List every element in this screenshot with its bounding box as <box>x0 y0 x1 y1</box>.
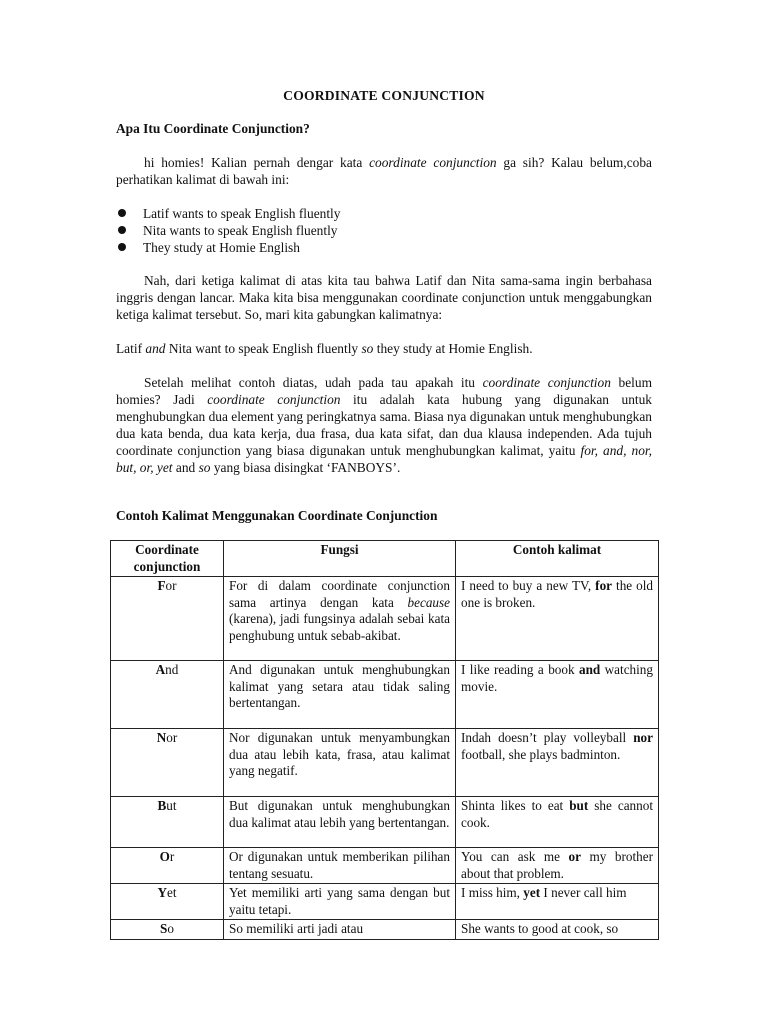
table-row <box>111 729 659 797</box>
list-item <box>116 239 340 256</box>
combined-example-sentence <box>116 340 652 357</box>
function-text: Or digunakan untuk memberikan pilihan tentang sesuatu. <box>229 849 450 881</box>
intro-term: coordinate conjunction <box>369 155 497 170</box>
example-text-end: I never call him <box>540 885 627 900</box>
conjunction-cell <box>111 797 224 848</box>
example-cell <box>456 920 659 940</box>
example-text: I miss him, <box>461 885 524 900</box>
function-text: Yet memiliki arti yang sama dengan but yaitu tetapi. <box>229 885 450 917</box>
example-text: Indah doesn’t play volleyball <box>461 730 634 745</box>
list-item-text: They study at Homie English <box>143 240 300 255</box>
function-cell <box>224 577 456 661</box>
example-text-end: the old one is broken. <box>461 578 653 610</box>
example-conjunction: or <box>568 849 581 864</box>
example-text-end: football, she plays badminton. <box>461 746 621 762</box>
function-text: For di dalam coordinate conjunction sama artinya dengan kata <box>229 578 450 610</box>
intro-text: hi homies! Kalian pernah dengar kata <box>144 155 370 170</box>
conjunction-rest: nd <box>165 662 179 677</box>
conjunction-cell <box>111 729 224 797</box>
conjunction-initial: O <box>159 849 170 864</box>
list-item-text: Nita wants to speak English fluently <box>143 223 338 238</box>
conjunction-cell <box>111 661 224 729</box>
conjunction-rest: ut <box>166 798 177 813</box>
intro-text-end: ga sih? Kalau belum,coba perhatikan kalimat di bawah ini: <box>116 155 652 187</box>
example-cell <box>456 848 659 884</box>
section-heading-what-is: Apa Itu Coordinate Conjunction? <box>116 121 310 136</box>
example-text: Nita want to speak English fluently <box>165 341 362 356</box>
conjunction-rest: or <box>165 578 177 593</box>
example-conjunction: for <box>595 578 613 593</box>
table-body <box>111 577 659 940</box>
function-cell <box>224 920 456 940</box>
conjunction-rest: o <box>167 921 174 936</box>
intro-paragraph <box>116 154 652 188</box>
definition-text: and <box>172 460 199 475</box>
function-cell <box>224 797 456 848</box>
example-text: She wants to good at cook, so <box>461 921 619 936</box>
conjunction-initial: Y <box>157 885 167 900</box>
example-cell <box>456 577 659 661</box>
function-text: And digunakan untuk menghubungkan kalimat yang setara atau tidak saling bertentangan. <box>229 662 450 710</box>
table-row <box>111 884 659 920</box>
conjunction-rest: or <box>166 730 178 745</box>
conjunction-cell <box>111 577 224 661</box>
example-text: I like reading a book <box>461 662 579 677</box>
fanboys-so: so <box>198 460 211 475</box>
function-text: Nor digunakan untuk menyambungkan dua atau lebih kata, frasa, atau kalimat yang negatif. <box>229 730 450 778</box>
example-conjunction: but <box>569 798 589 813</box>
table-row <box>111 577 659 661</box>
definition-term: coordinate conjunction <box>207 392 341 407</box>
function-cell <box>224 729 456 797</box>
section-heading-examples: Contoh Kalimat Menggunakan Coordinate Conjunction <box>116 508 438 523</box>
conjunction-initial: A <box>155 662 166 677</box>
example-cell <box>456 661 659 729</box>
function-text: But digunakan untuk menghubungkan dua kalimat atau lebih yang bertentangan. <box>229 798 450 830</box>
fanboys-list: for, and, nor, but, or, yet <box>116 443 652 475</box>
conjunction-cell <box>111 920 224 940</box>
column-header-example: Contoh kalimat <box>456 541 659 577</box>
conjunction-cell <box>111 848 224 884</box>
column-header-conjunction: Coordinate conjunction <box>111 541 224 577</box>
example-cell <box>456 884 659 920</box>
list-item-text: Latif wants to speak English fluently <box>143 206 341 221</box>
list-item <box>116 222 340 239</box>
example-cell <box>456 729 659 797</box>
document-title: COORDINATE CONJUNCTION <box>283 88 485 103</box>
example-text-end: my brother about that problem. <box>461 849 653 881</box>
conjunction-cell <box>111 884 224 920</box>
example-text-end: she cannot cook. <box>461 798 653 830</box>
function-text-end: (karena), jadi fungsinya adalah sebai kata penghubung untuk sebab-akibat. <box>229 611 450 643</box>
definition-text: yang biasa disingkat ‘FANBOYS’. <box>210 460 401 475</box>
example-text-end: watching movie. <box>461 662 653 694</box>
conjunction-table <box>110 540 659 940</box>
example-cell <box>456 797 659 848</box>
list-item <box>116 205 340 222</box>
example-text: Latif <box>116 341 146 356</box>
bullet-icon <box>118 226 126 234</box>
function-text: So memiliki arti jadi atau <box>229 921 364 936</box>
example-text: they study at Homie English. <box>373 341 533 356</box>
bullet-icon <box>118 209 126 217</box>
function-cell <box>224 884 456 920</box>
example-and: and <box>145 341 166 356</box>
column-header-function: Fungsi <box>224 541 456 577</box>
example-so: so <box>361 341 374 356</box>
example-conjunction: yet <box>523 885 541 900</box>
function-italic: because <box>407 594 450 610</box>
example-text: Shinta likes to eat <box>461 798 570 813</box>
example-text: You can ask me <box>461 849 569 864</box>
function-cell <box>224 848 456 884</box>
function-cell <box>224 661 456 729</box>
definition-text: belum homies? Jadi <box>116 375 652 407</box>
example-conjunction: and <box>578 662 601 677</box>
conjunction-rest: et <box>167 885 177 900</box>
definition-term: coordinate conjunction <box>482 375 611 390</box>
table-row <box>111 661 659 729</box>
conjunction-initial: N <box>156 730 167 745</box>
conjunction-initial: F <box>157 578 166 593</box>
explanation-paragraph: Nah, dari ketiga kalimat di atas kita tau bahwa Latif dan Nita sama-sama ingin berbahasa inggris dengan lancar. Maka kita bisa menggunakan coordinate conjunction untuk menggabungkan ketiga kalimat tersebut. So, mari kita gabungkan kalimatnya: <box>116 273 652 322</box>
table-header-row <box>111 541 659 577</box>
conjunction-rest: r <box>169 849 175 864</box>
table-row <box>111 848 659 884</box>
table-row <box>111 920 659 940</box>
example-conjunction: nor <box>633 730 653 745</box>
definition-paragraph <box>116 374 652 476</box>
definition-text: Setelah melihat contoh diatas, udah pada tau apakah itu <box>144 375 483 390</box>
bullet-icon <box>118 243 126 251</box>
conjunction-initial: S <box>160 921 168 936</box>
definition-text: itu adalah kata hubung yang digunakan untuk menghubungkan dua element yang peringkatnya sama. Biasa nya digunakan untuk menghubungkan dua kata benda, dua kata kerja, dua frasa, dua kata sifat, dan dua klausa independen. Ada tujuh coordinate conjunction yang biasa digunakan untuk menghubungkan kalimat, yaitu <box>116 392 652 458</box>
table-row <box>111 797 659 848</box>
example-sentence-list <box>116 205 340 256</box>
example-text: I need to buy a new TV, <box>461 578 596 593</box>
conjunction-initial: B <box>157 798 167 813</box>
